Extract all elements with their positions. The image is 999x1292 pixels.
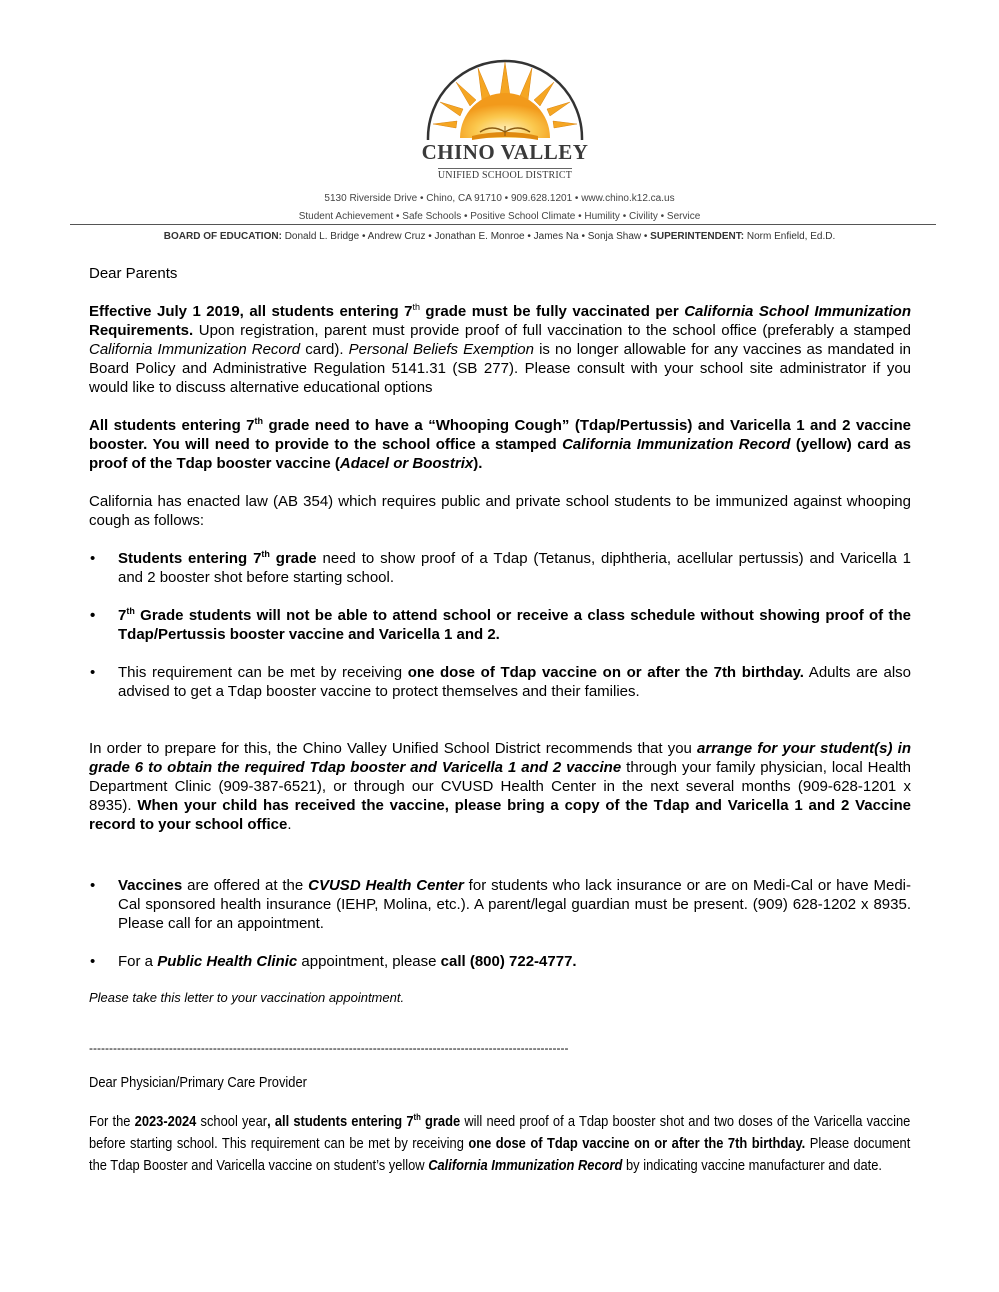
list-item: • For a Public Health Clinic appointment, please call (800) 722-4777. — [89, 952, 911, 971]
board-label: BOARD OF EDUCATION: — [163, 231, 282, 242]
logo-subtitle: UNIFIED SCHOOL DISTRICT — [437, 170, 573, 181]
physician-section — [89, 1072, 910, 1177]
superintendent-name: Norm Enfield, Ed.D. — [746, 231, 836, 242]
letter-body — [89, 264, 911, 1177]
list-item: • Students entering 7th grade need to show proof of a Tdap (Tetanus, diphtheria, acellular pertussis) and Varicella 1 and 2 booster shot before starting school. — [89, 549, 911, 587]
address-block — [0, 190, 999, 226]
paragraph-physician: For the 2023-2024 school year, all students entering 7th grade will need proof of a Tdap booster shot and two doses of the Varicella vaccine before starting school. This requirement can be met by receiving one dose of Tdap vaccine on or after the 7th birthday. Please document the Tdap Booster and Varicella vaccine on student’s yellow California Immunization Record by indicating vaccine manufacturer and date. — [89, 1112, 911, 1174]
paragraph-prepare: In order to prepare for this, the Chino Valley Unified School District recommends that you arrange for your student(s) in grade 6 to obtain the required Tdap booster and Varicella 1 and 2 vaccine through your family physician, local Health Department Clinic (909-387-6521), or through our CVUSD Health Center in the next several months (909-628-1201 x 8935). When your child has received the vaccine, please bring a copy of the Tdap and Varicella 1 and 2 Vaccine record to your school office. — [89, 740, 912, 833]
board-members: Donald L. Bridge • Andrew Cruz • Jonathan E. Monroe • James Na • Sonja Shaw • — [284, 231, 648, 242]
requirements-list — [89, 549, 911, 701]
cut-line: ------------------------------------------------------------------------------------------------------------------------ — [89, 1041, 569, 1055]
logo-name: CHINO VALLEY — [421, 140, 589, 164]
paragraph-requirements: Effective July 1 2019, all students entering 7th grade must be fully vaccinated per California School Immunization Requirements. Upon registration, parent must provide proof of full vaccination to the school office (preferably a stamped California Immunization Record card). Personal Beliefs Exemption is no longer allowable for any vaccines as mandated in Board Policy and Administrative Regulation 5141.31 (SB 277). Please consult with your school site administrator if you would like to discuss alternative educational options — [89, 302, 911, 396]
paragraph-whooping-cough: All students entering 7th grade need to have a “Whooping Cough” (Tdap/Pertussis) and Varicella 1 and 2 vaccine booster. You will need to provide to the school office a stamped California Immunization Record (yellow) card as proof of the Tdap booster vaccine (Adacel or Boostrix). — [89, 416, 912, 472]
logo-wordmark — [400, 140, 610, 183]
header-divider — [70, 224, 936, 225]
values-line: Student Achievement • Safe Schools • Positive School Climate • Humility • Civility • Service — [298, 211, 701, 222]
address-line: 5130 Riverside Drive • Chino, CA 91710 • 909.628.1201 • www.chino.k12.ca.us — [324, 193, 675, 204]
list-item: • 7th Grade students will not be able to attend school or receive a class schedule without showing proof of the Tdap/Pertussis booster vaccine and Varicella 1 and 2. — [89, 606, 911, 644]
list-item: • This requirement can be met by receiving one dose of Tdap vaccine on or after the 7th birthday. Adults are also advised to get a Tdap booster vaccine to protect themselves and their families. — [89, 663, 911, 701]
superintendent-label: SUPERINTENDENT: — [650, 231, 745, 242]
salutation-physician: Dear Physician/Primary Care Provider — [89, 1074, 307, 1091]
note: Please take this letter to your vaccination appointment. — [89, 990, 405, 1005]
clinic-list — [89, 876, 911, 971]
list-item: • Vaccines are offered at the CVUSD Health Center for students who lack insurance or are on Medi-Cal or have Medi-Cal sponsored health insurance (IEHP, Molina, etc.). A parent/legal guardian must be present. (909) 628-1202 x 8935. Please call for an appointment. — [89, 876, 911, 933]
board-line — [0, 229, 999, 245]
salutation: Dear Parents — [89, 265, 178, 282]
paragraph-law: California has enacted law (AB 354) which requires public and private school students to be immunized against whooping cough as follows: — [89, 493, 911, 529]
